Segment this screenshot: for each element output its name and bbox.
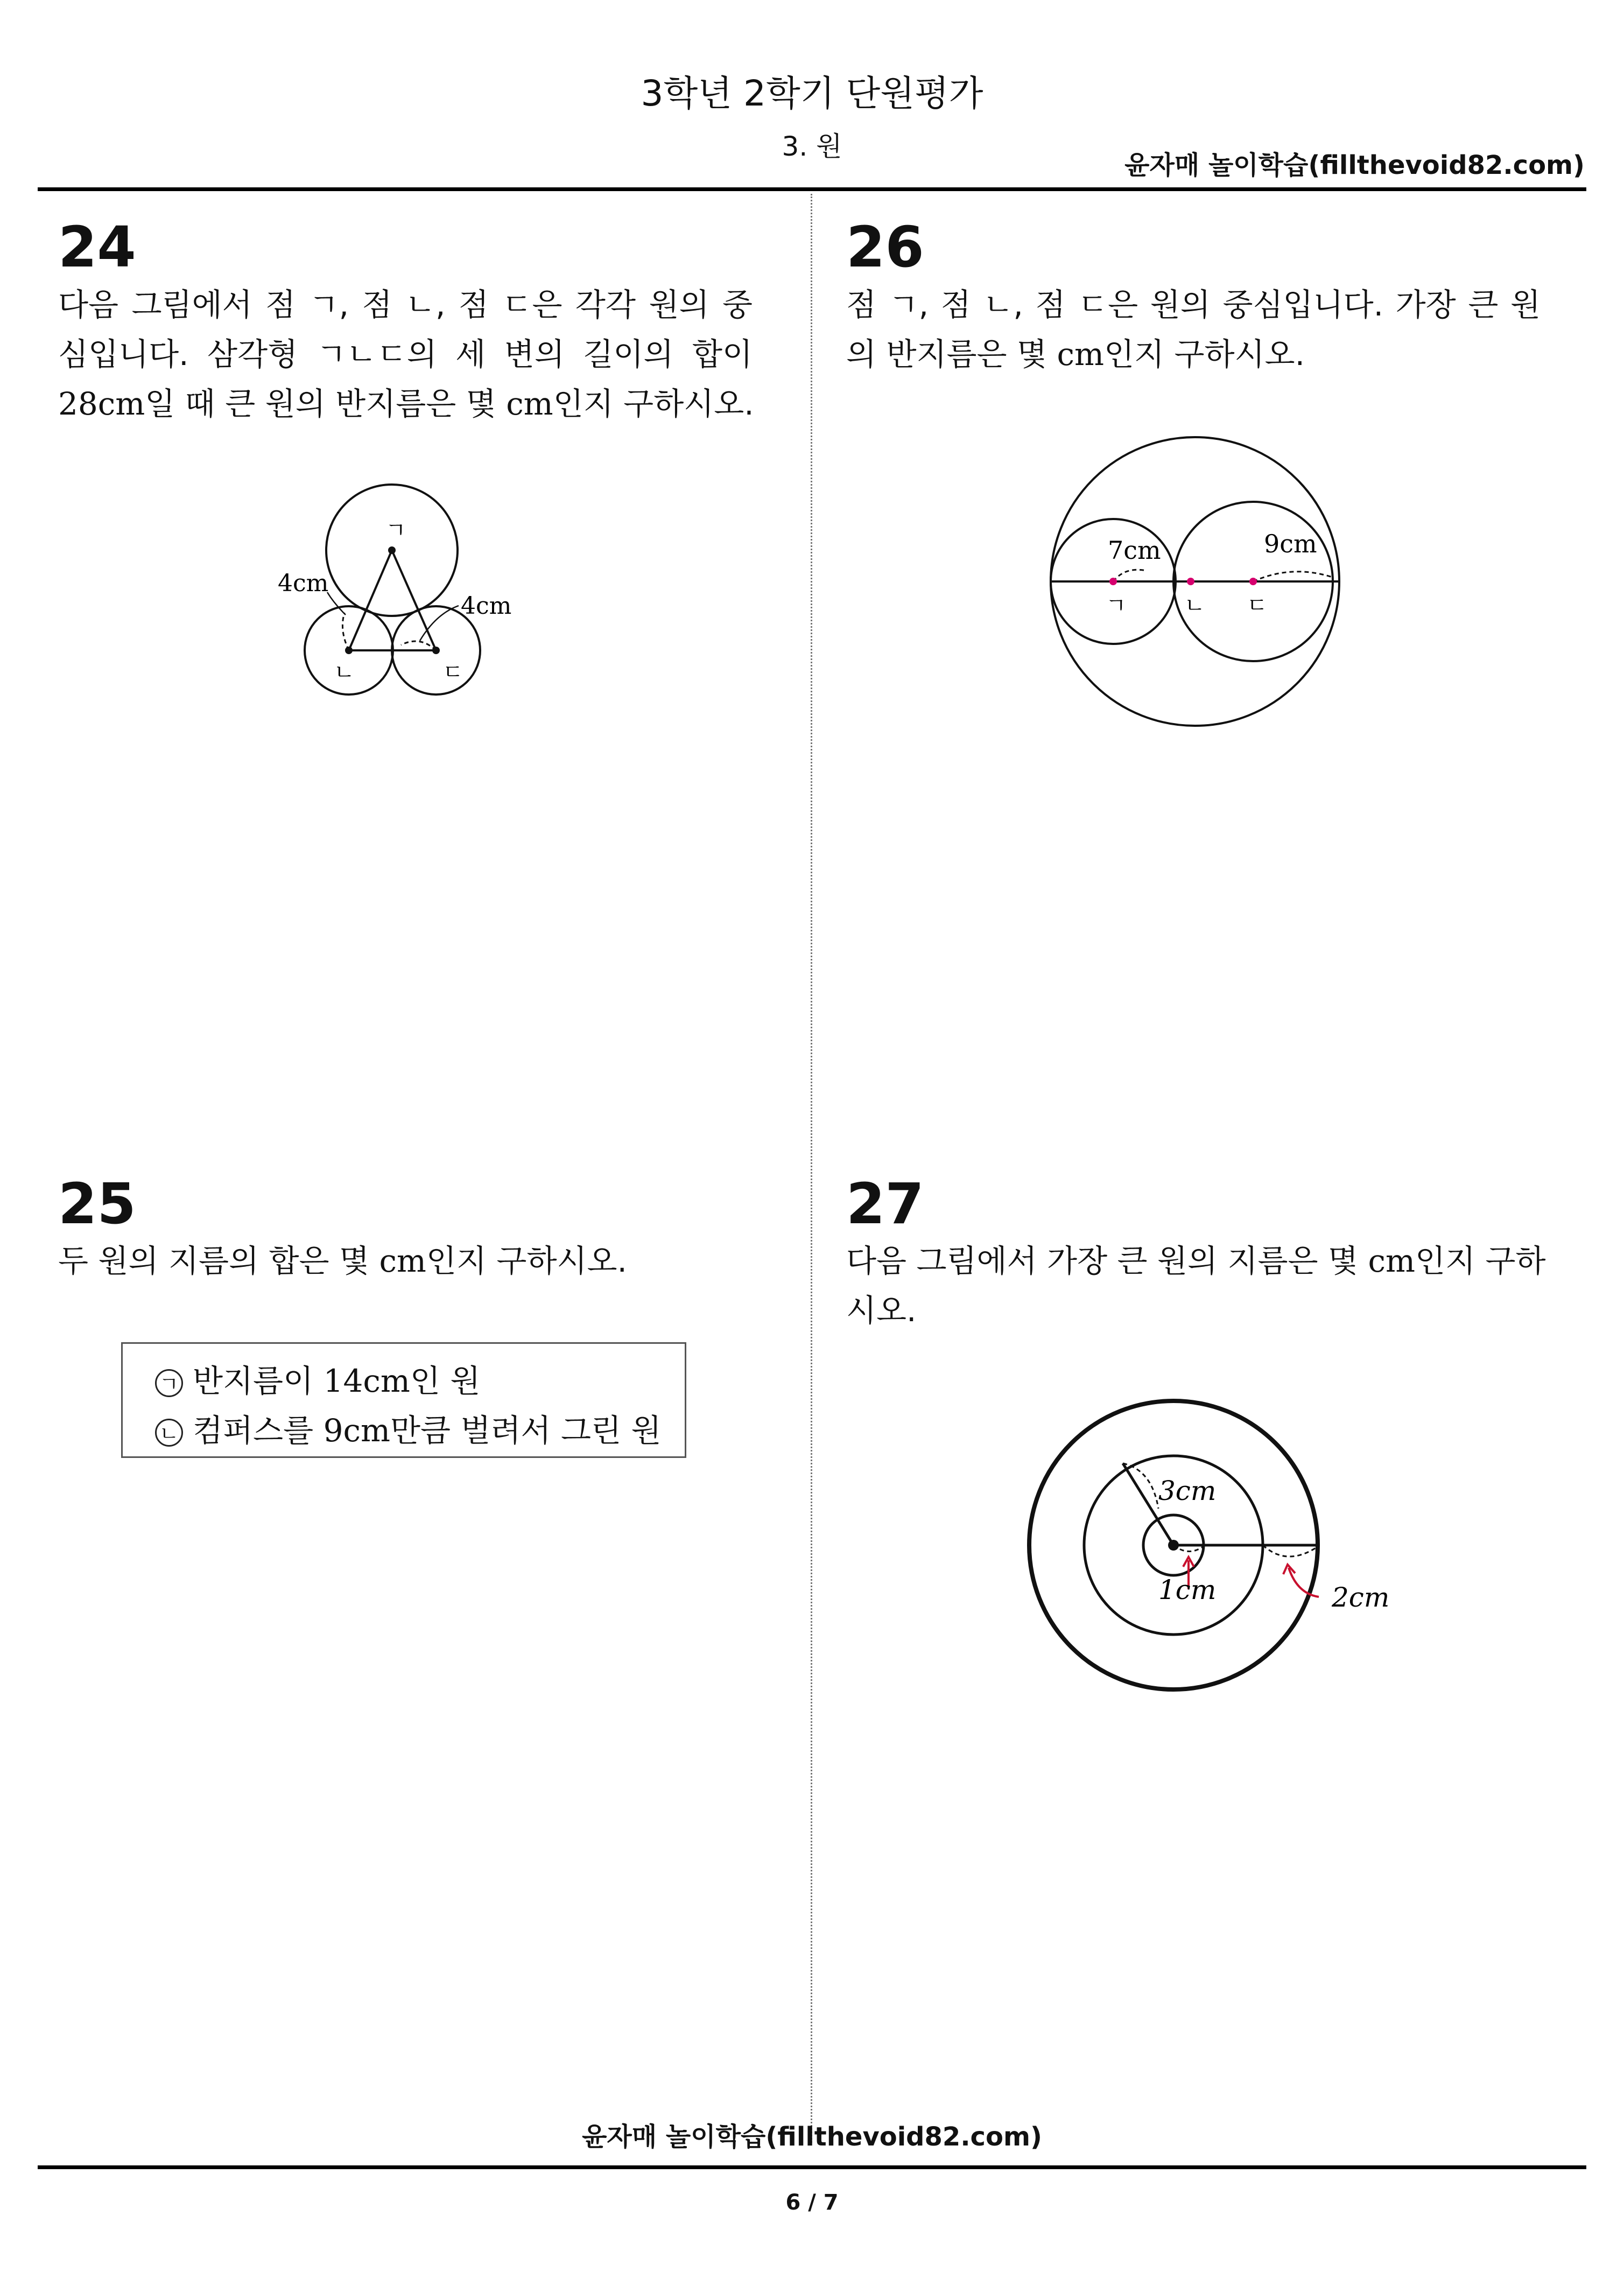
question-27-text xyxy=(846,1236,1546,1335)
question-25-text xyxy=(58,1236,753,1286)
question-26-figure xyxy=(1039,425,1351,738)
brand-footer: 윤자매 놀이학습(fillthevoid82.com) xyxy=(582,2122,1042,2152)
q26-line2-b: 인지 구하시오. xyxy=(1103,336,1305,373)
dim-3cm: 3cm xyxy=(1158,1475,1217,1506)
brand-header: 윤자매 놀이학습(fillthevoid82.com) xyxy=(1124,150,1585,180)
q24-value: 28cm xyxy=(58,385,145,422)
question-26-line-2 xyxy=(846,329,1541,379)
footer-rule xyxy=(38,2165,1586,2169)
unit-subtitle: 3. 원 xyxy=(782,131,842,162)
item2-b: 만큼 벌려서 그린 원 xyxy=(390,1412,662,1449)
dim-right: 4cm xyxy=(461,592,512,620)
question-24-figure xyxy=(258,474,517,711)
item2-value: 9cm xyxy=(323,1412,390,1449)
item2-a: 컴퍼스를 xyxy=(193,1412,314,1449)
page-number: 6 / 7 xyxy=(785,2190,839,2215)
q24-unit: cm xyxy=(506,385,553,422)
header-rule xyxy=(38,187,1586,191)
label-top: ㄱ xyxy=(385,518,406,543)
dash-9cm xyxy=(1253,572,1332,581)
center-point xyxy=(1168,1540,1179,1551)
question-27-line-1 xyxy=(846,1236,1546,1286)
point-left xyxy=(345,647,353,654)
q24-line3-end: 인지 구하시오. xyxy=(553,385,754,422)
label-d: ㄷ xyxy=(1247,593,1268,618)
question-24-line-3 xyxy=(58,379,753,429)
question-26-line-1: 점 ㄱ, 점 ㄴ, 점 ㄷ은 원의 중심입니다. 가장 큰 원 xyxy=(846,286,1541,323)
dim-left: 4cm xyxy=(278,570,329,597)
point-n xyxy=(1187,578,1194,585)
dashed-radius-left xyxy=(342,613,349,650)
item1-a: 반지름이 xyxy=(193,1363,314,1399)
page-title: 3학년 2학기 단원평가 xyxy=(641,73,983,114)
dashed-radius-right xyxy=(401,641,436,650)
question-25-number: 25 xyxy=(58,1171,136,1237)
question-26-text xyxy=(846,280,1541,379)
q27-line1-a: 다음 그림에서 가장 큰 원의 지름은 몇 xyxy=(846,1243,1359,1279)
dash-2cm xyxy=(1263,1545,1317,1556)
question-24-text xyxy=(58,280,753,429)
question-25-line-1 xyxy=(58,1236,753,1286)
point-right xyxy=(432,647,440,654)
label-n: ㄴ xyxy=(1184,593,1205,618)
question-24-line-2: 심입니다. 삼각형 ㄱㄴㄷ의 세 변의 길이의 합이 xyxy=(58,336,753,373)
circled-marker-1: ㄱ xyxy=(155,1369,183,1397)
label-left: ㄴ xyxy=(334,660,355,685)
point-top xyxy=(388,546,396,554)
q27-line1-b: 인지 구하 xyxy=(1415,1243,1546,1279)
question-27-line-2: 시오. xyxy=(846,1292,917,1329)
q26-unit: cm xyxy=(1057,336,1104,373)
item1-value: 14cm xyxy=(323,1363,410,1399)
question-24-number: 24 xyxy=(58,214,136,280)
dash-7cm xyxy=(1113,570,1147,581)
point-d xyxy=(1249,578,1257,585)
question-26-number: 26 xyxy=(846,214,924,280)
question-25-box xyxy=(121,1342,686,1458)
label-g: ㄱ xyxy=(1106,593,1127,618)
dim-9cm: 9cm xyxy=(1264,529,1317,558)
question-24-line-1: 다음 그림에서 점 ㄱ, 점 ㄴ, 점 ㄷ은 각각 원의 중 xyxy=(58,286,753,323)
q25-text-a: 두 원의 지름의 합은 몇 xyxy=(58,1243,369,1279)
question-27-figure xyxy=(1017,1389,1405,1701)
q27-unit: cm xyxy=(1368,1243,1415,1279)
point-g xyxy=(1109,578,1117,585)
dim-2cm: 2cm xyxy=(1332,1582,1390,1613)
q25-text-b: 인지 구하시오. xyxy=(426,1243,627,1279)
box-item-2 xyxy=(155,1405,662,1450)
item1-b: 인 원 xyxy=(410,1363,481,1399)
question-27-number: 27 xyxy=(846,1171,924,1237)
dim-7cm: 7cm xyxy=(1108,536,1161,565)
q25-unit: cm xyxy=(379,1243,426,1279)
circled-marker-2: ㄴ xyxy=(155,1419,183,1447)
leader-right xyxy=(420,606,459,641)
column-divider xyxy=(811,194,812,2143)
q26-line2-a: 의 반지름은 몇 xyxy=(846,336,1047,373)
dim-1cm: 1cm xyxy=(1158,1574,1217,1605)
q24-line3-text: 일 때 큰 원의 반지름은 몇 xyxy=(145,385,496,422)
box-item-1 xyxy=(155,1356,480,1401)
label-right: ㄷ xyxy=(442,660,463,685)
